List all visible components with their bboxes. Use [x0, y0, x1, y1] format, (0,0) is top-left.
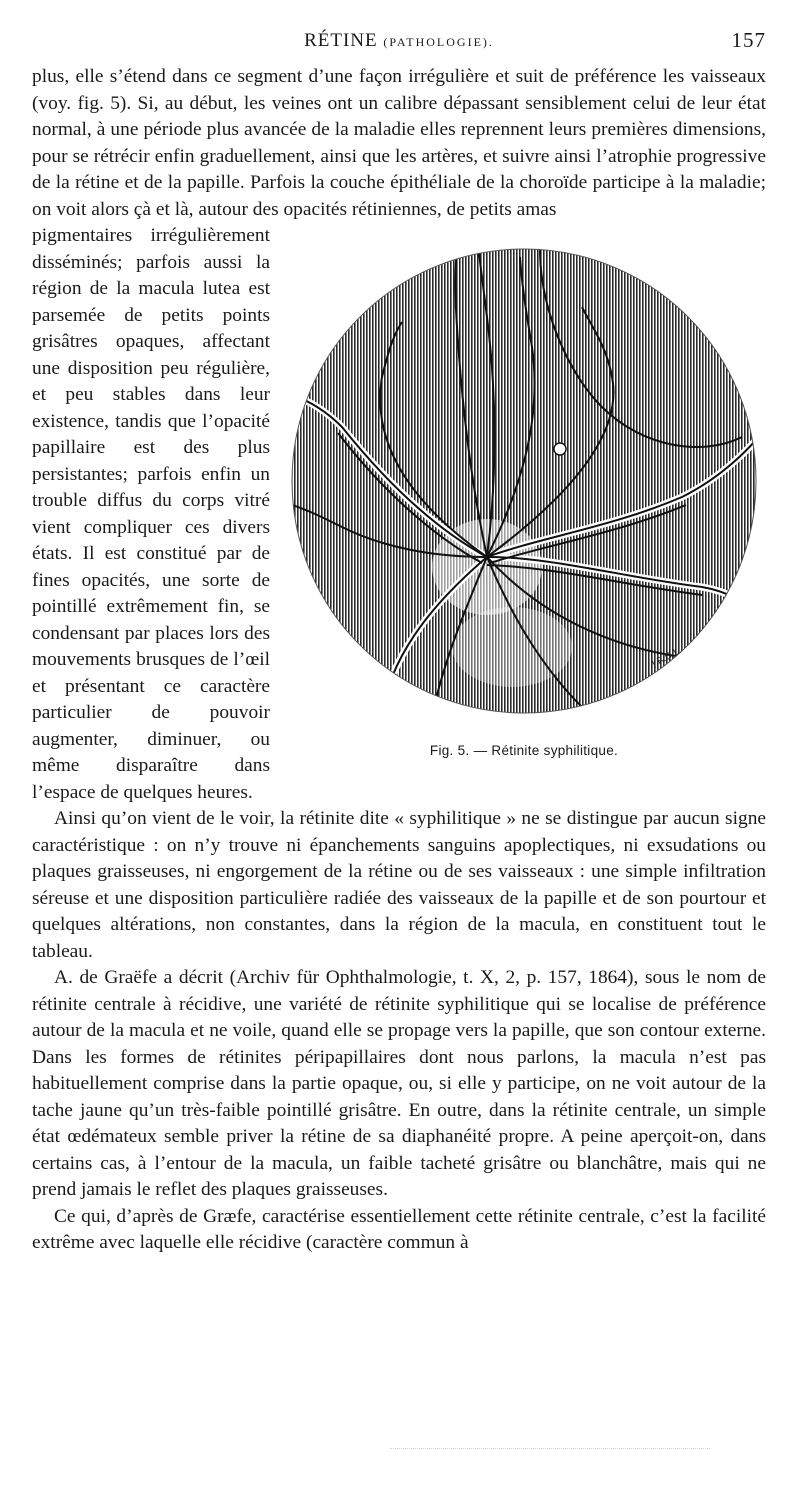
running-title-main: RÉTINE — [304, 30, 378, 51]
figure-5 — [282, 227, 766, 769]
running-header — [32, 28, 766, 56]
print-artifact-dots — [390, 1448, 710, 1453]
paragraph-4: Ce qui, d’après de Græfe, caractérise essentiellement cette rétinite centrale, c’est la facilité extrême avec laquelle elle récidive (caractère commun à — [32, 1205, 766, 1253]
paragraph-1-continued: pigmentaires irrégulièrement disséminés; parfois aussi la région de la macula lutea est parsemée de petits points grisâtres opaques, affectant une disposition peu régulière, et peu stables dans leur existence, tandis que l’opacité papillaire est des plus persistantes; parfois enfin un trouble diffus du corps vitré vient compliquer ces divers états. Il est constitué par de fines opacités, une sorte de pointillé extrêmement fin, se condensant par places lors des mouvements brusques de l’œil et présentant ce caractère particulier de pouvoir augmenter, diminuer, ou même disparaître dans l’espace de quelques heures. — [32, 225, 270, 803]
macula-spot — [554, 443, 566, 455]
running-title-sub: (PATHOLOGIE). — [383, 35, 494, 49]
paragraph-2: Ainsi qu’on vient de le voir, la rétinite dite « syphilitique » ne se distingue par aucun signe caractéristique : on n’y trouve ni épanchements sanguins apoplectiques, ni exsudations ou plaques graisseuses, ni engorgement de la rétine ou de ses vaisseaux : une simple infiltration séreuse et une disposition particulière radiée des vaisseaux de la papille et de son pourtour et quelques altérations, non constantes, dans la région de la macula, en constituent tout le tableau. — [32, 808, 766, 962]
paragraph-1-top: plus, elle s’étend dans ce segment d’une façon irrégulière et suit de préférence les vaisseaux (voy. fig. 5). Si, au début, les veines ont un calibre dépassant sensiblement celui de leur état normal, à une période plus avancée de la maladie elles reprennent leurs premières dimensions, pour se rétrécir enfin graduellement, ainsi que les artères, et suivre ainsi l’atrophie progressive de la rétine et de la papille. Parfois la couche épithéliale de la choroïde participe à la maladie; on voit alors çà et là, autour des opacités rétiniennes, de petits amas — [32, 66, 766, 220]
engraver-signature: J.R.D.L. — [650, 645, 684, 670]
book-page — [32, 28, 766, 1257]
running-title — [32, 30, 766, 52]
fundus-illustration — [282, 227, 766, 737]
paragraph-3: A. de Graëfe a décrit (Archiv für Ophthalmologie, t. X, 2, p. 157, 1864), sous le nom de rétinite centrale à récidive, une variété de rétinite syphilitique qui se localise de préférence autour de la macula et ne voile, quand elle se propage vers la papille, que son contour externe. Dans les formes de rétinites péripapillaires dont nous parlons, la macula n’est pas habituellement comprise dans la partie opaque, ou, si elle y participe, on ne voit autour de la tache jaune qu’un très-faible pointillé grisâtre. En outre, dans la rétinite centrale, un simple état œdémateux semble priver la rétine de sa diaphanéité propre. A peine aperçoit-on, dans certains cas, à l’entour de la macula, un faible tacheté grisâtre ou blanchâtre, mais qui ne prend jamais le reflet des plaques graisseuses. — [32, 967, 766, 1200]
page-number: 157 — [731, 28, 766, 52]
figure-caption: Fig. 5. — Rétinite syphilitique. — [429, 743, 619, 758]
